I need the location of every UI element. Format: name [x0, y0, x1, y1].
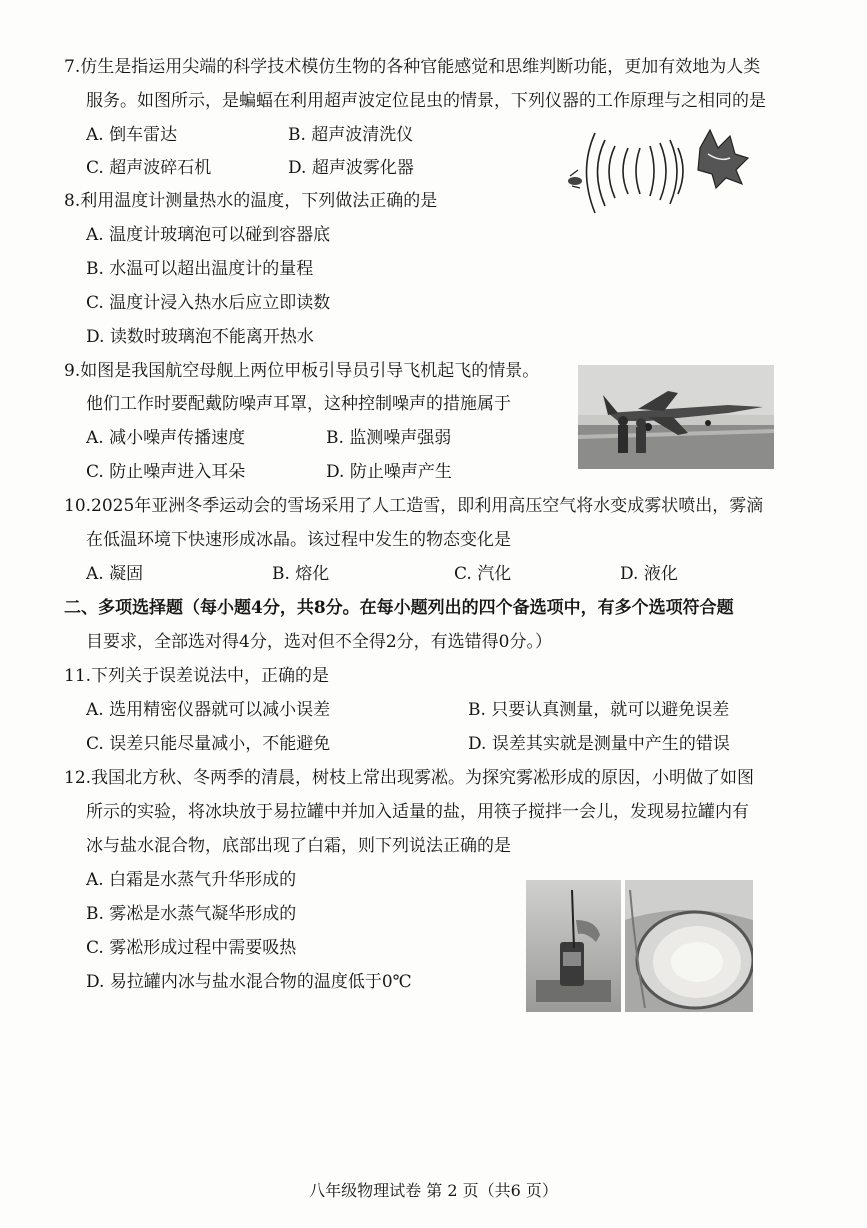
q9-option-c: C. 防止噪声进入耳朵	[86, 462, 246, 482]
q9-stem-line2: 他们工作时要配戴防噪声耳罩，这种控制噪声的措施属于	[86, 394, 511, 414]
q10-stem-line2: 在低温环境下快速形成冰晶。该过程中发生的物态变化是	[86, 530, 511, 550]
q10-option-c: C. 汽化	[454, 564, 512, 584]
q12-option-a: A. 白霜是水蒸气升华形成的	[86, 870, 297, 890]
q9-option-a: A. 减小噪声传播速度	[86, 428, 246, 448]
can-stirring-photo	[526, 880, 621, 1012]
q11-option-a: A. 选用精密仪器就可以减小误差	[86, 700, 331, 720]
q11-option-b: B. 只要认真测量，就可以避免误差	[468, 700, 730, 720]
q7-stem-line2: 服务。如图所示，是蝙蝠在利用超声波定位昆虫的情景，下列仪器的工作原理与之相同的是	[86, 91, 766, 111]
q10-option-b: B. 熔化	[272, 564, 330, 584]
q12-stem-line2: 所示的实验，将冰块放于易拉罐中并加入适量的盐，用筷子搅拌一会儿，发现易拉罐内有	[86, 802, 749, 822]
q7-option-c: C. 超声波碎石机	[86, 158, 212, 178]
q11-stem: 11.下列关于误差说法中，正确的是	[64, 666, 330, 686]
q8-stem: 8.利用温度计测量热水的温度，下列做法正确的是	[64, 191, 438, 211]
q12-option-b: B. 雾凇是水蒸气凝华形成的	[86, 904, 297, 924]
page-footer: 八年级物理试卷 第 2 页（共6 页）	[309, 1181, 558, 1200]
q12-option-d: D. 易拉罐内冰与盐水混合物的温度低于0℃	[86, 972, 412, 992]
q8-option-b: B. 水温可以超出温度计的量程	[86, 259, 314, 279]
q9-option-d: D. 防止噪声产生	[326, 462, 452, 482]
bat-ultrasound-figure	[560, 118, 760, 224]
q12-option-c: C. 雾凇形成过程中需要吸热	[86, 938, 297, 958]
q8-option-c: C. 温度计浸入热水后应立即读数	[86, 293, 331, 313]
q9-stem-line1: 9.如图是我国航空母舰上两位甲板引导员引导飞机起飞的情景。	[64, 361, 540, 381]
bat-icon	[698, 130, 748, 188]
q7-stem-line1: 7.仿生是指运用尖端的科学技术模仿生物的各种官能感觉和思维判断功能，更加有效地为人类	[64, 57, 761, 77]
section2-heading: 二、多项选择题（每小题4分，共8分。在每小题列出的四个备选项中，有多个选项符合题	[64, 598, 734, 618]
q11-option-d: D. 误差其实就是测量中产生的错误	[468, 734, 730, 754]
q9-option-b: B. 监测噪声强弱	[326, 428, 452, 448]
q7-option-b: B. 超声波清洗仪	[288, 125, 414, 145]
q7-option-d: D. 超声波雾化器	[288, 158, 414, 178]
q10-option-d: D. 液化	[620, 564, 678, 584]
section2-instructions: 目要求，全部选对得4分，选对但不全得2分，有选错得0分。）	[86, 632, 552, 652]
q7-option-a: A. 倒车雷达	[86, 125, 178, 145]
q10-stem-line1: 10.2025年亚洲冬季运动会的雪场采用了人工造雪，即利用高压空气将水变成雾状喷出，雾滴	[64, 496, 764, 516]
insect-icon	[568, 170, 582, 188]
q12-stem-line3: 冰与盐水混合物，底部出现了白霜，则下列说法正确的是	[86, 836, 511, 856]
q11-option-c: C. 误差只能尽量减小，不能避免	[86, 734, 331, 754]
q12-stem-line1: 12.我国北方秋、冬两季的清晨，树枝上常出现雾凇。为探究雾凇形成的原因，小明做了如图	[64, 768, 755, 788]
frost-can-bottom-photo	[625, 880, 753, 1012]
q8-option-d: D. 读数时玻璃泡不能离开热水	[86, 327, 314, 347]
q8-option-a: A. 温度计玻璃泡可以碰到容器底	[86, 225, 331, 245]
q10-option-a: A. 凝固	[86, 564, 144, 584]
carrier-deck-photo	[578, 365, 774, 469]
